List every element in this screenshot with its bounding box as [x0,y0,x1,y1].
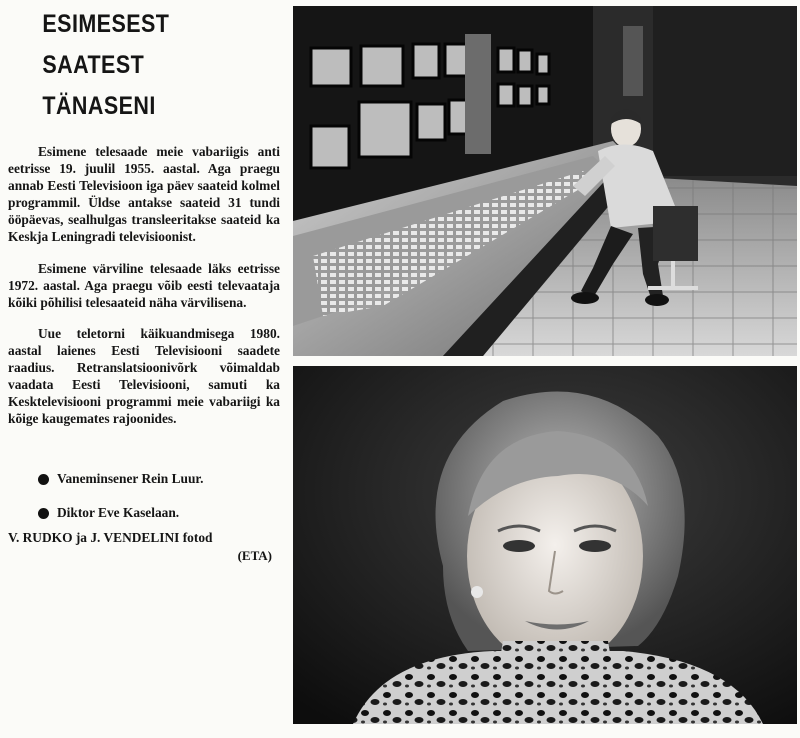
control-room-illustration [293,6,797,356]
caption-announcer [8,503,280,523]
headline-line-3: TÄNASENI [42,92,156,120]
bullet-icon [38,508,49,519]
caption-engineer-text: Vaneminsener Rein Luur. [57,471,204,487]
photo-credit: V. RUDKO ja J. VENDELINI fotod [8,530,213,546]
paragraph-color-tv: Esimene värviline telesaade läks eetrisse 1972. aastal. Aga praegu võib eesti televaataja kõiki põhilisi telesaateid näha värvilisena. [8,260,280,310]
bullet-icon [38,474,49,485]
headline-line-2: SAATEST [42,51,145,79]
caption-announcer-text: Diktor Eve Kaselaan. [57,505,180,521]
article-headline [8,4,242,127]
article-column [8,4,280,564]
paragraph-first-broadcast: Esimene telesaade meie vabariigis anti eetrisse 19. juulil 1955. aastal. Aga praegu annab Eesti Televisioon iga päev saateid kolmel programmil. Üldse antakse saateid 31 tundi ööpäevas, sealhulgas transleeritakse saateid ka Keskja Leningradi televisioonist. [8,144,280,245]
paragraph-tv-tower: Uue teletorni käikuandmisega 1980. aastal laienes Eesti Televisiooni saadete raadius. Retranslatsioonivõrk võimaldab vaadata Eesti Televisiooni, samuti ka Kesktelevisiooni programmi meie vabariigi ka kõige kaugemates rajoonides. [8,325,280,427]
announcer-portrait-photo [293,366,797,724]
headline-line-1: ESIMESEST [42,10,170,38]
caption-engineer [8,469,280,489]
agency-tag: (ETA) [237,548,272,564]
announcer-portrait-illustration [293,366,797,724]
control-room-photo [293,6,797,356]
